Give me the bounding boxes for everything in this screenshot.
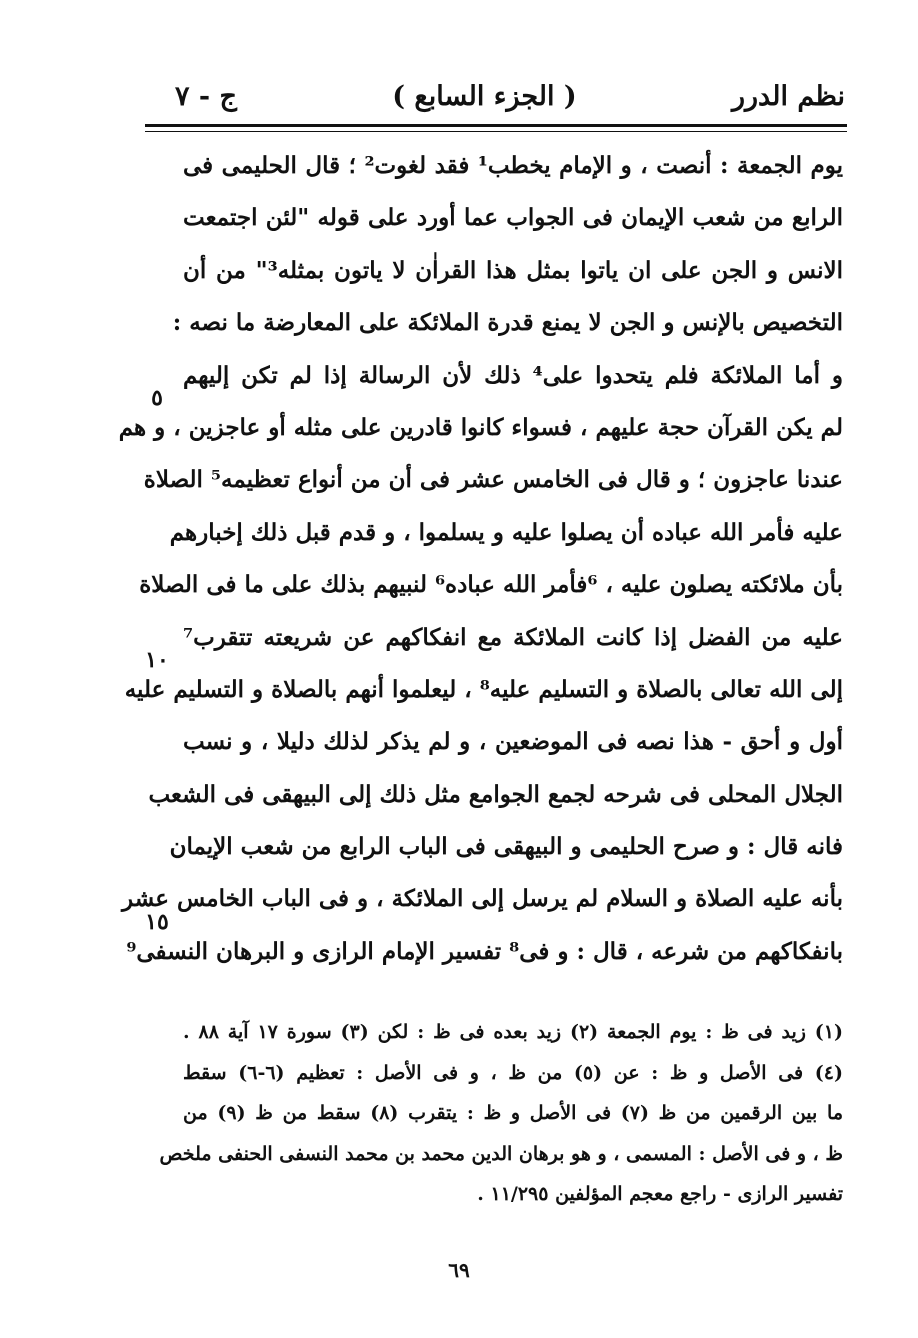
text-line: يوم الجمعة : أنصت ، و الإمام يخطب¹ فقد لغوت² ؛ قال الحليمى فى: [183, 152, 843, 179]
text-line: الرابع من شعب الإيمان فى الجواب عما أورد على قوله "لئن اجتمعت: [183, 204, 843, 232]
book-title: نظم الدرر: [731, 80, 845, 112]
text-line: عليه من الفضل إذا كانت الملائكة مع انفكاكهم عن شريعته تتقرب⁷: [183, 623, 844, 651]
volume-label: ج - ٧: [175, 80, 237, 112]
text-line: بأن ملائكته يصلون عليه ، ⁶فأمر الله عباده⁶ لنبيهم بذلك على ما فى الصلاة: [139, 571, 843, 599]
page-number: ٦٩: [448, 1258, 470, 1282]
text-line: بأنه عليه الصلاة و السلام لم يرسل إلى الملائكة ، و فى الباب الخامس عشر: [122, 885, 843, 913]
header-rule-thin: [145, 131, 847, 132]
text-line: أول و أحق - هذا نصه فى الموضعين ، و لم يذكر لذلك دليلا ، و نسب: [183, 728, 843, 756]
running-header: [175, 72, 845, 120]
text-line: عندنا عاجزون ؛ و قال فى الخامس عشر فى أن من أنواع تعظيمه⁵ الصلاة: [143, 466, 843, 494]
footnote-line: (١) زيد فى ظ : يوم الجمعة (٢) زيد بعده فى ظ : لكن (٣) سورة ١٧ آية ٨٨ .: [183, 1021, 843, 1043]
part-label: ( الجزء السابع ): [392, 80, 577, 112]
line-number-10: ١٠: [145, 647, 169, 673]
footnote-line: ما بين الرقمين من ظ (٧) فى الأصل و ظ : يتقرب (٨) سقط من ظ (٩) من: [183, 1102, 844, 1124]
text-line: الانس و الجن على ان ياتوا بمثل هذا القراٰن لا ياتون بمثله³" من أن: [183, 256, 843, 284]
footnote-line: ظ ، و فى الأصل : المسمى ، و هو برهان الدين محمد بن محمد النسفى الحنفى ملخص: [159, 1142, 843, 1165]
line-number-5: ٥: [151, 385, 163, 411]
text-line: لم يكن القرآن حجة عليهم ، فسواء كانوا قادرين على مثله أو عاجزين ، و هم: [118, 413, 843, 441]
footnotes: [159, 1012, 844, 1215]
text-line: عليه فأمر الله عباده أن يصلوا عليه و يسلموا ، و قدم قبل ذلك إخبارهم: [169, 518, 843, 546]
line-number-15: ١٥: [145, 909, 169, 935]
footnote-line: (٤) فى الأصل و ظ : عن (٥) من ظ ، و فى الأصل : تعظيم (٦-٦) سقط: [183, 1061, 844, 1084]
footnote-line: تفسير الرازى - راجع معجم المؤلفين ١١/٢٩٥ .: [477, 1183, 843, 1205]
text-line: و أما الملائكة فلم يتحدوا على⁴ ذلك لأن الرسالة إذا لم تكن إليهم: [183, 361, 843, 389]
header-rule-thick: [145, 124, 847, 127]
text-line: التخصيص بالإنس و الجن لا يمنع قدرة الملائكة على المعارضة ما نصه :: [172, 309, 843, 337]
text-line: فانه قال : و صرح الحليمى و البيهقى فى الباب الرابع من شعب الإيمان: [169, 833, 843, 861]
text-line: إلى الله تعالى بالصلاة و التسليم عليه⁸ ، ليعلموا أنهم بالصلاة و التسليم عليه: [124, 675, 843, 703]
text-line: الجلال المحلى فى شرحه لجمع الجوامع مثل ذلك إلى البيهقى فى الشعب: [148, 780, 843, 808]
text-line: بانفكاكهم من شرعه ، قال : و فى⁸ تفسير الإمام الرازى و البرهان النسفى⁹: [126, 937, 843, 965]
